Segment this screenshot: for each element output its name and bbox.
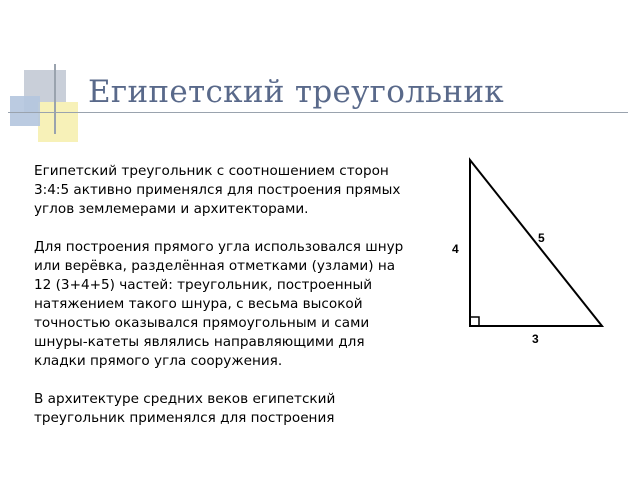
paragraph-3: В архитектуре средних веков египетский треугольник применялся для построения [34,391,336,426]
side-label-vertical: 4 [452,242,459,256]
decorative-square-blue [10,96,40,126]
paragraph-1: Египетский треугольник с соотношением сторон 3:4:5 активно применялся для построения прямых углов землемерами и архитекторами. [34,163,401,217]
decorative-square-yellow [38,102,78,142]
slide-title: Египетский треугольник [88,74,504,110]
paragraph-2: Для построения прямого угла использовался шнур или верёвка, разделённая отметками (узлами) на 12 (3+4+5) частей: треугольник, построенный натяжением такого шнура, с весьма высокой точностью оказывался прямоугольным и сами шнуры-катеты являлись направляющими для кладки прямого угла сооружения. [34,239,404,369]
side-label-hypotenuse: 5 [538,231,545,245]
triangle-shape [470,160,602,326]
slide-body-text [34,162,414,447]
triangle-diagram [440,150,620,360]
decorative-horizontal-line [8,112,628,113]
right-angle-marker [470,317,479,326]
side-label-base: 3 [532,332,539,346]
decorative-vertical-line [54,64,56,134]
